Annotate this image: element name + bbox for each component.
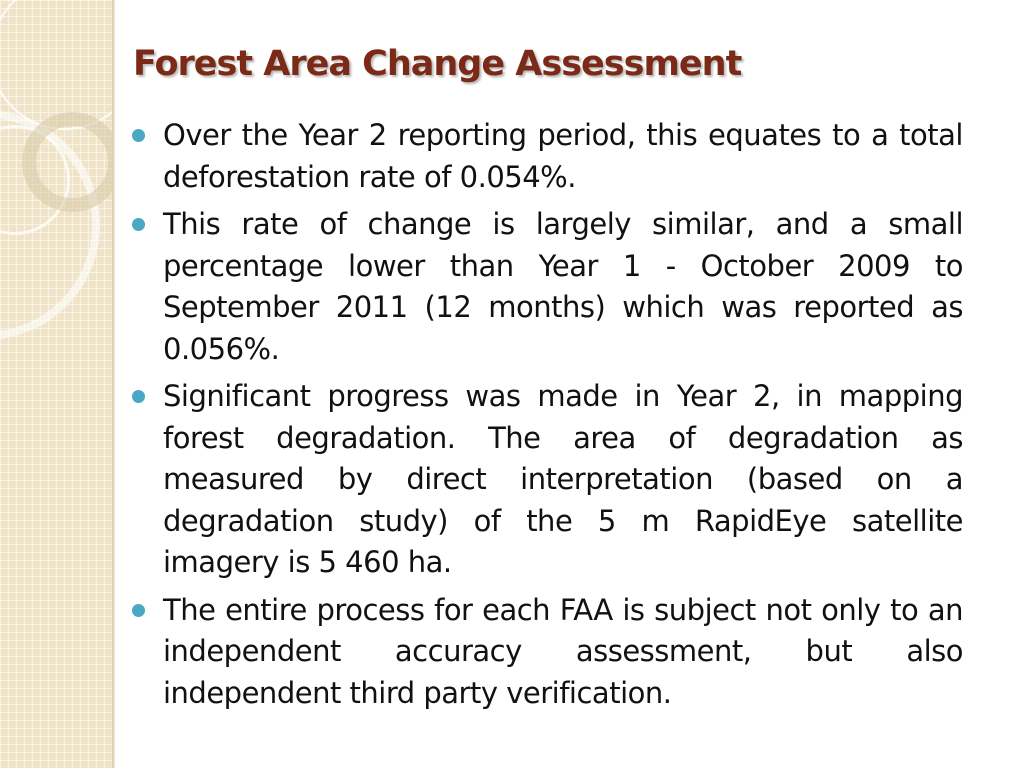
bullet-item [130,376,963,584]
bullet-dot-icon [132,129,145,142]
bullet-list [130,115,963,720]
bullet-text: Significant progress was made in Year 2, in mapping forest degradation. The area of degradation as measured by direct interpretation (based on a degradation study) of the 5 m RapidEye satellite imagery is 5 460 ha. [163,379,963,579]
decorative-sidebar [0,0,112,768]
bullet-dot-icon [132,218,145,231]
bullet-item [130,590,963,715]
decorative-ring [0,0,112,130]
bullet-dot-icon [132,604,145,617]
bullet-text: This rate of change is largely similar, and a small percentage lower than Year 1 - October 2009 to September 2011 (12 months) which was reported as 0.056%. [163,207,963,366]
slide-title: Forest Area Change Assessment [133,44,742,84]
bullet-text: The entire process for each FAA is subject not only to an independent accuracy assessment, but also independent third party verification. [163,592,963,710]
bullet-item [130,204,963,370]
bullet-dot-icon [132,390,145,403]
decorative-ring [22,112,112,212]
bullet-text: Over the Year 2 reporting period, this equates to a total deforestation rate of 0.054%. [163,118,963,194]
sidebar-divider [112,0,115,768]
bullet-item [130,115,963,198]
